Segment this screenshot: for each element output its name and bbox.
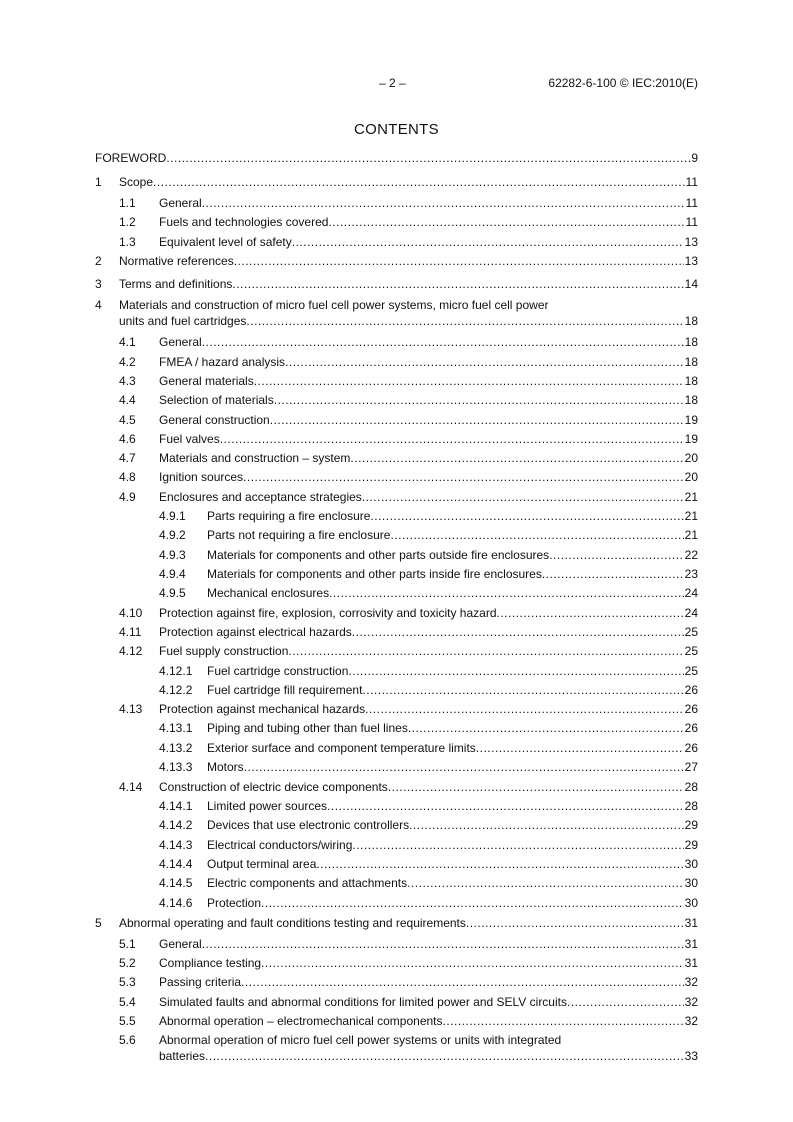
toc-entry-number: 5.4 [119, 995, 136, 1009]
toc-entry[interactable] [95, 175, 698, 190]
toc-entry-page: 21 [684, 528, 698, 542]
toc-entry-number: 4.9.2 [159, 528, 186, 542]
toc-entry[interactable] [95, 838, 698, 853]
toc-entry-page: 29 [684, 838, 698, 852]
toc-entry-title: Devices that use electronic controllers [207, 818, 410, 832]
toc-entry-title: FMEA / hazard analysis [159, 355, 286, 369]
toc-entry[interactable] [95, 393, 698, 408]
toc-entry-page: 27 [684, 760, 698, 774]
toc-entry-number: 4 [95, 298, 102, 312]
toc-entry[interactable] [95, 374, 698, 389]
toc-entry-title: Abnormal operation of micro fuel cell power systems or units with integrated [159, 1033, 562, 1047]
toc-entry[interactable] [95, 799, 698, 814]
toc-entry-page: 30 [684, 857, 698, 871]
toc-entry[interactable] [95, 937, 698, 952]
dot-leader [243, 470, 684, 485]
toc-entry[interactable] [95, 355, 698, 370]
toc-entry-page: 31 [684, 956, 698, 970]
dot-leader [292, 235, 684, 250]
toc-entry[interactable] [95, 586, 698, 601]
dot-leader [202, 937, 684, 952]
dot-leader [362, 683, 683, 698]
toc-entry-page: 23 [684, 567, 698, 581]
toc-entry-title: General [159, 937, 202, 951]
dot-leader [241, 975, 684, 990]
toc-entry-title: Compliance testing [159, 956, 262, 970]
toc-entry-number: 4.5 [119, 413, 136, 427]
toc-entry[interactable] [95, 432, 698, 447]
toc-entry[interactable] [95, 413, 698, 428]
toc-entry-page: 13 [684, 254, 698, 268]
toc-entry-page: 9 [691, 151, 698, 165]
toc-entry-title: Motors [207, 760, 244, 774]
toc-entry-number: 2 [95, 254, 102, 268]
toc-entry-title: Passing criteria [159, 975, 242, 989]
toc-entry-page: 30 [684, 876, 698, 890]
toc-entry-title: Terms and definitions [119, 277, 233, 291]
toc-entry-page: 20 [684, 470, 698, 484]
dot-leader [316, 857, 683, 872]
toc-entry-title: Parts not requiring a fire enclosure [207, 528, 391, 542]
toc-entry-number: 4.9.1 [159, 509, 186, 523]
toc-entry-page: 25 [684, 644, 698, 658]
toc-entry[interactable] [95, 857, 698, 872]
toc-entry-page: 25 [684, 625, 698, 639]
toc-entry-title: units and fuel cartridges [119, 314, 247, 328]
toc-entry[interactable] [95, 548, 698, 563]
toc-entry-number: 5.3 [119, 975, 136, 989]
toc-entry-title: Fuel cartridge fill requirement [207, 683, 363, 697]
page-header [95, 76, 698, 92]
toc-entry[interactable] [95, 1033, 698, 1064]
toc-entry-title: Mechanical enclosures [207, 586, 330, 600]
toc-entry-number: 4.2 [119, 355, 136, 369]
toc-entry[interactable] [95, 151, 698, 166]
dot-leader [350, 451, 683, 466]
toc-entry[interactable] [95, 625, 698, 640]
toc-entry-number: 4.13 [119, 702, 143, 716]
toc-entry-title: General [159, 196, 202, 210]
toc-entry[interactable] [95, 741, 698, 756]
toc-entry-title: General materials [159, 374, 254, 388]
toc-entry[interactable] [95, 215, 698, 230]
toc-entry-number: 1.1 [119, 196, 136, 210]
toc-entry-number: 4.14.3 [159, 838, 193, 852]
dot-leader [549, 548, 683, 563]
toc-entry[interactable] [95, 956, 698, 971]
contents-title: CONTENTS [354, 121, 439, 138]
toc-entry-page: 11 [685, 215, 698, 229]
toc-entry-title: Materials and construction of micro fuel cell power systems, micro fuel cell power [119, 298, 549, 312]
toc-entry-title: Protection against electrical hazards [159, 625, 352, 639]
toc-entry-number: 4.9.4 [159, 567, 186, 581]
page-number: – 2 – [379, 76, 406, 90]
toc-entry-number: 4.14.6 [159, 896, 193, 910]
toc-entry-title: Limited power sources [207, 799, 328, 813]
dot-leader [246, 314, 683, 329]
toc-entry-title: General [159, 335, 202, 349]
toc-entry-number: 4.12 [119, 644, 143, 658]
toc-entry-title: FOREWORD [95, 151, 167, 165]
toc-entry-number: 4.14.5 [159, 876, 193, 890]
dot-leader [365, 702, 684, 717]
dot-leader [352, 838, 683, 853]
toc-entry-page: 11 [685, 175, 698, 189]
toc-entry[interactable] [95, 683, 698, 698]
toc-entry-number: 4.13.3 [159, 760, 193, 774]
dot-leader [388, 780, 684, 795]
toc-entry-number: 4.6 [119, 432, 136, 446]
dot-leader [270, 413, 684, 428]
dot-leader [274, 393, 684, 408]
toc-entry-number: 3 [95, 277, 102, 291]
toc-entry-title: batteries [159, 1049, 206, 1063]
toc-entry-title: General construction [159, 413, 270, 427]
toc-entry-number: 4.9.5 [159, 586, 186, 600]
toc-entry-title: Protection against mechanical hazards [159, 702, 366, 716]
toc-entry[interactable] [95, 644, 698, 659]
toc-entry[interactable] [95, 760, 698, 775]
toc-entry-title: Electric components and attachments [207, 876, 408, 890]
toc-entry-page: 26 [684, 721, 698, 735]
toc-entry[interactable] [95, 876, 698, 891]
toc-entry-number: 4.14.2 [159, 818, 193, 832]
toc-entry-title: Exterior surface and component temperature limits [207, 741, 476, 755]
toc-entry-number: 4.12.1 [159, 664, 193, 678]
toc-entry-number: 5.2 [119, 956, 136, 970]
toc-entry[interactable] [95, 196, 698, 211]
toc-entry-title: Selection of materials [159, 393, 274, 407]
toc-entry-page: 11 [685, 196, 698, 210]
toc-entry-page: 25 [684, 664, 698, 678]
dot-leader [254, 374, 684, 389]
dot-leader [327, 799, 684, 814]
toc-entry-title: Fuel valves [159, 432, 220, 446]
toc-entry[interactable] [95, 509, 698, 524]
toc-entry-title: Protection [207, 896, 262, 910]
toc-entry-page: 33 [684, 1049, 698, 1063]
toc-entry[interactable] [95, 567, 698, 582]
toc-entry-number: 4.14.1 [159, 799, 193, 813]
dot-leader [244, 760, 684, 775]
toc-entry-title: Protection against fire, explosion, corrosivity and toxicity hazard [159, 606, 497, 620]
toc-entry-page: 28 [684, 780, 698, 794]
toc-entry-title: Electrical conductors/wiring [207, 838, 353, 852]
toc-entry-page: 32 [684, 995, 698, 1009]
dot-leader [476, 741, 684, 756]
dot-leader [466, 916, 684, 931]
toc-entry-page: 21 [684, 490, 698, 504]
toc-entry-page: 18 [684, 393, 698, 407]
toc-entry[interactable] [95, 528, 698, 543]
toc-entry-page: 29 [684, 818, 698, 832]
dot-leader [202, 335, 684, 350]
toc-entry-number: 4.10 [119, 606, 143, 620]
dot-leader [352, 625, 684, 640]
toc-entry[interactable] [95, 995, 698, 1010]
toc-entry-page: 18 [684, 374, 698, 388]
toc-entry-number: 4.9.3 [159, 548, 186, 562]
toc-entry-number: 4.14.4 [159, 857, 193, 871]
toc-entry-page: 32 [684, 1014, 698, 1028]
toc-entry-title: Materials for components and other parts outside fire enclosures [207, 548, 550, 562]
dot-leader [542, 567, 684, 582]
dot-leader [285, 355, 684, 370]
toc-entry-number: 5.6 [119, 1033, 136, 1047]
toc-entry-title: Normative references [119, 254, 234, 268]
toc-entry[interactable] [95, 780, 698, 795]
toc-entry-page: 19 [684, 432, 698, 446]
toc-entry[interactable] [95, 975, 698, 990]
toc-entry[interactable] [95, 254, 698, 269]
toc-entry-page: 26 [684, 683, 698, 697]
toc-entry-title: Parts requiring a fire enclosure [207, 509, 371, 523]
toc-entry-number: 4.1 [119, 335, 136, 349]
toc-entry-page: 26 [684, 702, 698, 716]
dot-leader [261, 956, 684, 971]
toc-entry-number: 1 [95, 175, 102, 189]
toc-entry-page: 28 [684, 799, 698, 813]
toc-entry-page: 31 [684, 937, 698, 951]
toc-entry-page: 18 [684, 335, 698, 349]
toc-entry[interactable] [95, 702, 698, 717]
toc-entry[interactable] [95, 277, 698, 292]
toc-entry-page: 24 [684, 606, 698, 620]
toc-entry-title: Abnormal operating and fault conditions testing and requirements [119, 916, 466, 930]
dot-leader [288, 644, 683, 659]
toc-entry[interactable] [95, 896, 698, 911]
dot-leader [202, 196, 685, 211]
toc-entry-number: 4.8 [119, 470, 136, 484]
toc-entry-page: 18 [684, 355, 698, 369]
toc-entry-title: Construction of electric device components [159, 780, 388, 794]
toc-entry[interactable] [95, 235, 698, 250]
dot-leader [443, 1014, 684, 1029]
toc-entry[interactable] [95, 451, 698, 466]
toc-entry-title: Fuels and technologies covered [159, 215, 329, 229]
toc-entry-title: Materials for components and other parts inside fire enclosures [207, 567, 542, 581]
standard-identifier: 62282-6-100 © IEC:2010(E) [548, 76, 698, 90]
toc-entry[interactable] [95, 490, 698, 505]
toc-entry-number: 4.12.2 [159, 683, 193, 697]
dot-leader [390, 528, 683, 543]
toc-entry-page: 21 [684, 509, 698, 523]
dot-leader [409, 818, 684, 833]
toc-entry-title: Fuel supply construction [159, 644, 289, 658]
toc-entry-number: 4.4 [119, 393, 136, 407]
toc-entry[interactable] [95, 818, 698, 833]
dot-leader [348, 664, 683, 679]
dot-leader [153, 175, 685, 190]
dot-leader [567, 995, 684, 1010]
toc-entry-title: Materials and construction – system [159, 451, 351, 465]
dot-leader [370, 509, 683, 524]
dot-leader [497, 606, 684, 621]
toc-entry[interactable] [95, 1014, 698, 1029]
toc-entry[interactable] [95, 916, 698, 931]
dot-leader [205, 1049, 684, 1064]
toc-entry-number: 4.13.2 [159, 741, 193, 755]
toc-entry-title: Fuel cartridge construction [207, 664, 349, 678]
toc-entry-page: 22 [684, 548, 698, 562]
toc-entry-page: 20 [684, 451, 698, 465]
toc-entry-number: 4.3 [119, 374, 136, 388]
dot-leader [362, 490, 684, 505]
toc-entry-number: 4.14 [119, 780, 143, 794]
toc-entry-title: Output terminal area [207, 857, 317, 871]
toc-entry-title: Piping and tubing other than fuel lines [207, 721, 408, 735]
toc-entry-title: Abnormal operation – electromechanical components [159, 1014, 443, 1028]
toc-entry[interactable] [95, 664, 698, 679]
dot-leader [234, 254, 684, 269]
dot-leader [232, 277, 683, 292]
toc-entry[interactable] [95, 606, 698, 621]
toc-entry[interactable] [95, 721, 698, 736]
toc-entry-number: 5.5 [119, 1014, 136, 1028]
toc-entry-number: 4.9 [119, 490, 136, 504]
toc-entry-page: 32 [684, 975, 698, 989]
toc-entry-title: Enclosures and acceptance strategies [159, 490, 362, 504]
toc-entry-number: 5 [95, 916, 102, 930]
toc-entry-page: 13 [684, 235, 698, 249]
dot-leader [407, 876, 684, 891]
dot-leader [166, 151, 690, 166]
dot-leader [261, 896, 684, 911]
toc-entry-page: 30 [684, 896, 698, 910]
toc-entry-title: Equivalent level of safety [159, 235, 292, 249]
toc-entry-page: 18 [684, 314, 698, 328]
dot-leader [408, 721, 684, 736]
dot-leader [220, 432, 684, 447]
toc-entry-page: 31 [684, 916, 698, 930]
toc-entry-title: Simulated faults and abnormal conditions for limited power and SELV circuits [159, 995, 567, 1009]
dot-leader [328, 215, 684, 230]
toc-entry-number: 1.2 [119, 215, 136, 229]
toc-entry[interactable] [95, 298, 698, 329]
toc-entry-page: 24 [684, 586, 698, 600]
toc-entry-page: 26 [684, 741, 698, 755]
toc-entry[interactable] [95, 335, 698, 350]
toc-entry[interactable] [95, 470, 698, 485]
toc-entry-title: Ignition sources [159, 470, 244, 484]
toc-entry-number: 4.13.1 [159, 721, 193, 735]
toc-entry-page: 19 [684, 413, 698, 427]
toc-entry-title: Scope [119, 175, 154, 189]
dot-leader [329, 586, 684, 601]
toc-entry-number: 5.1 [119, 937, 136, 951]
toc-entry-number: 4.7 [119, 451, 136, 465]
toc-entry-number: 1.3 [119, 235, 136, 249]
toc-entry-page: 14 [684, 277, 698, 291]
toc-entry-number: 4.11 [119, 625, 142, 639]
